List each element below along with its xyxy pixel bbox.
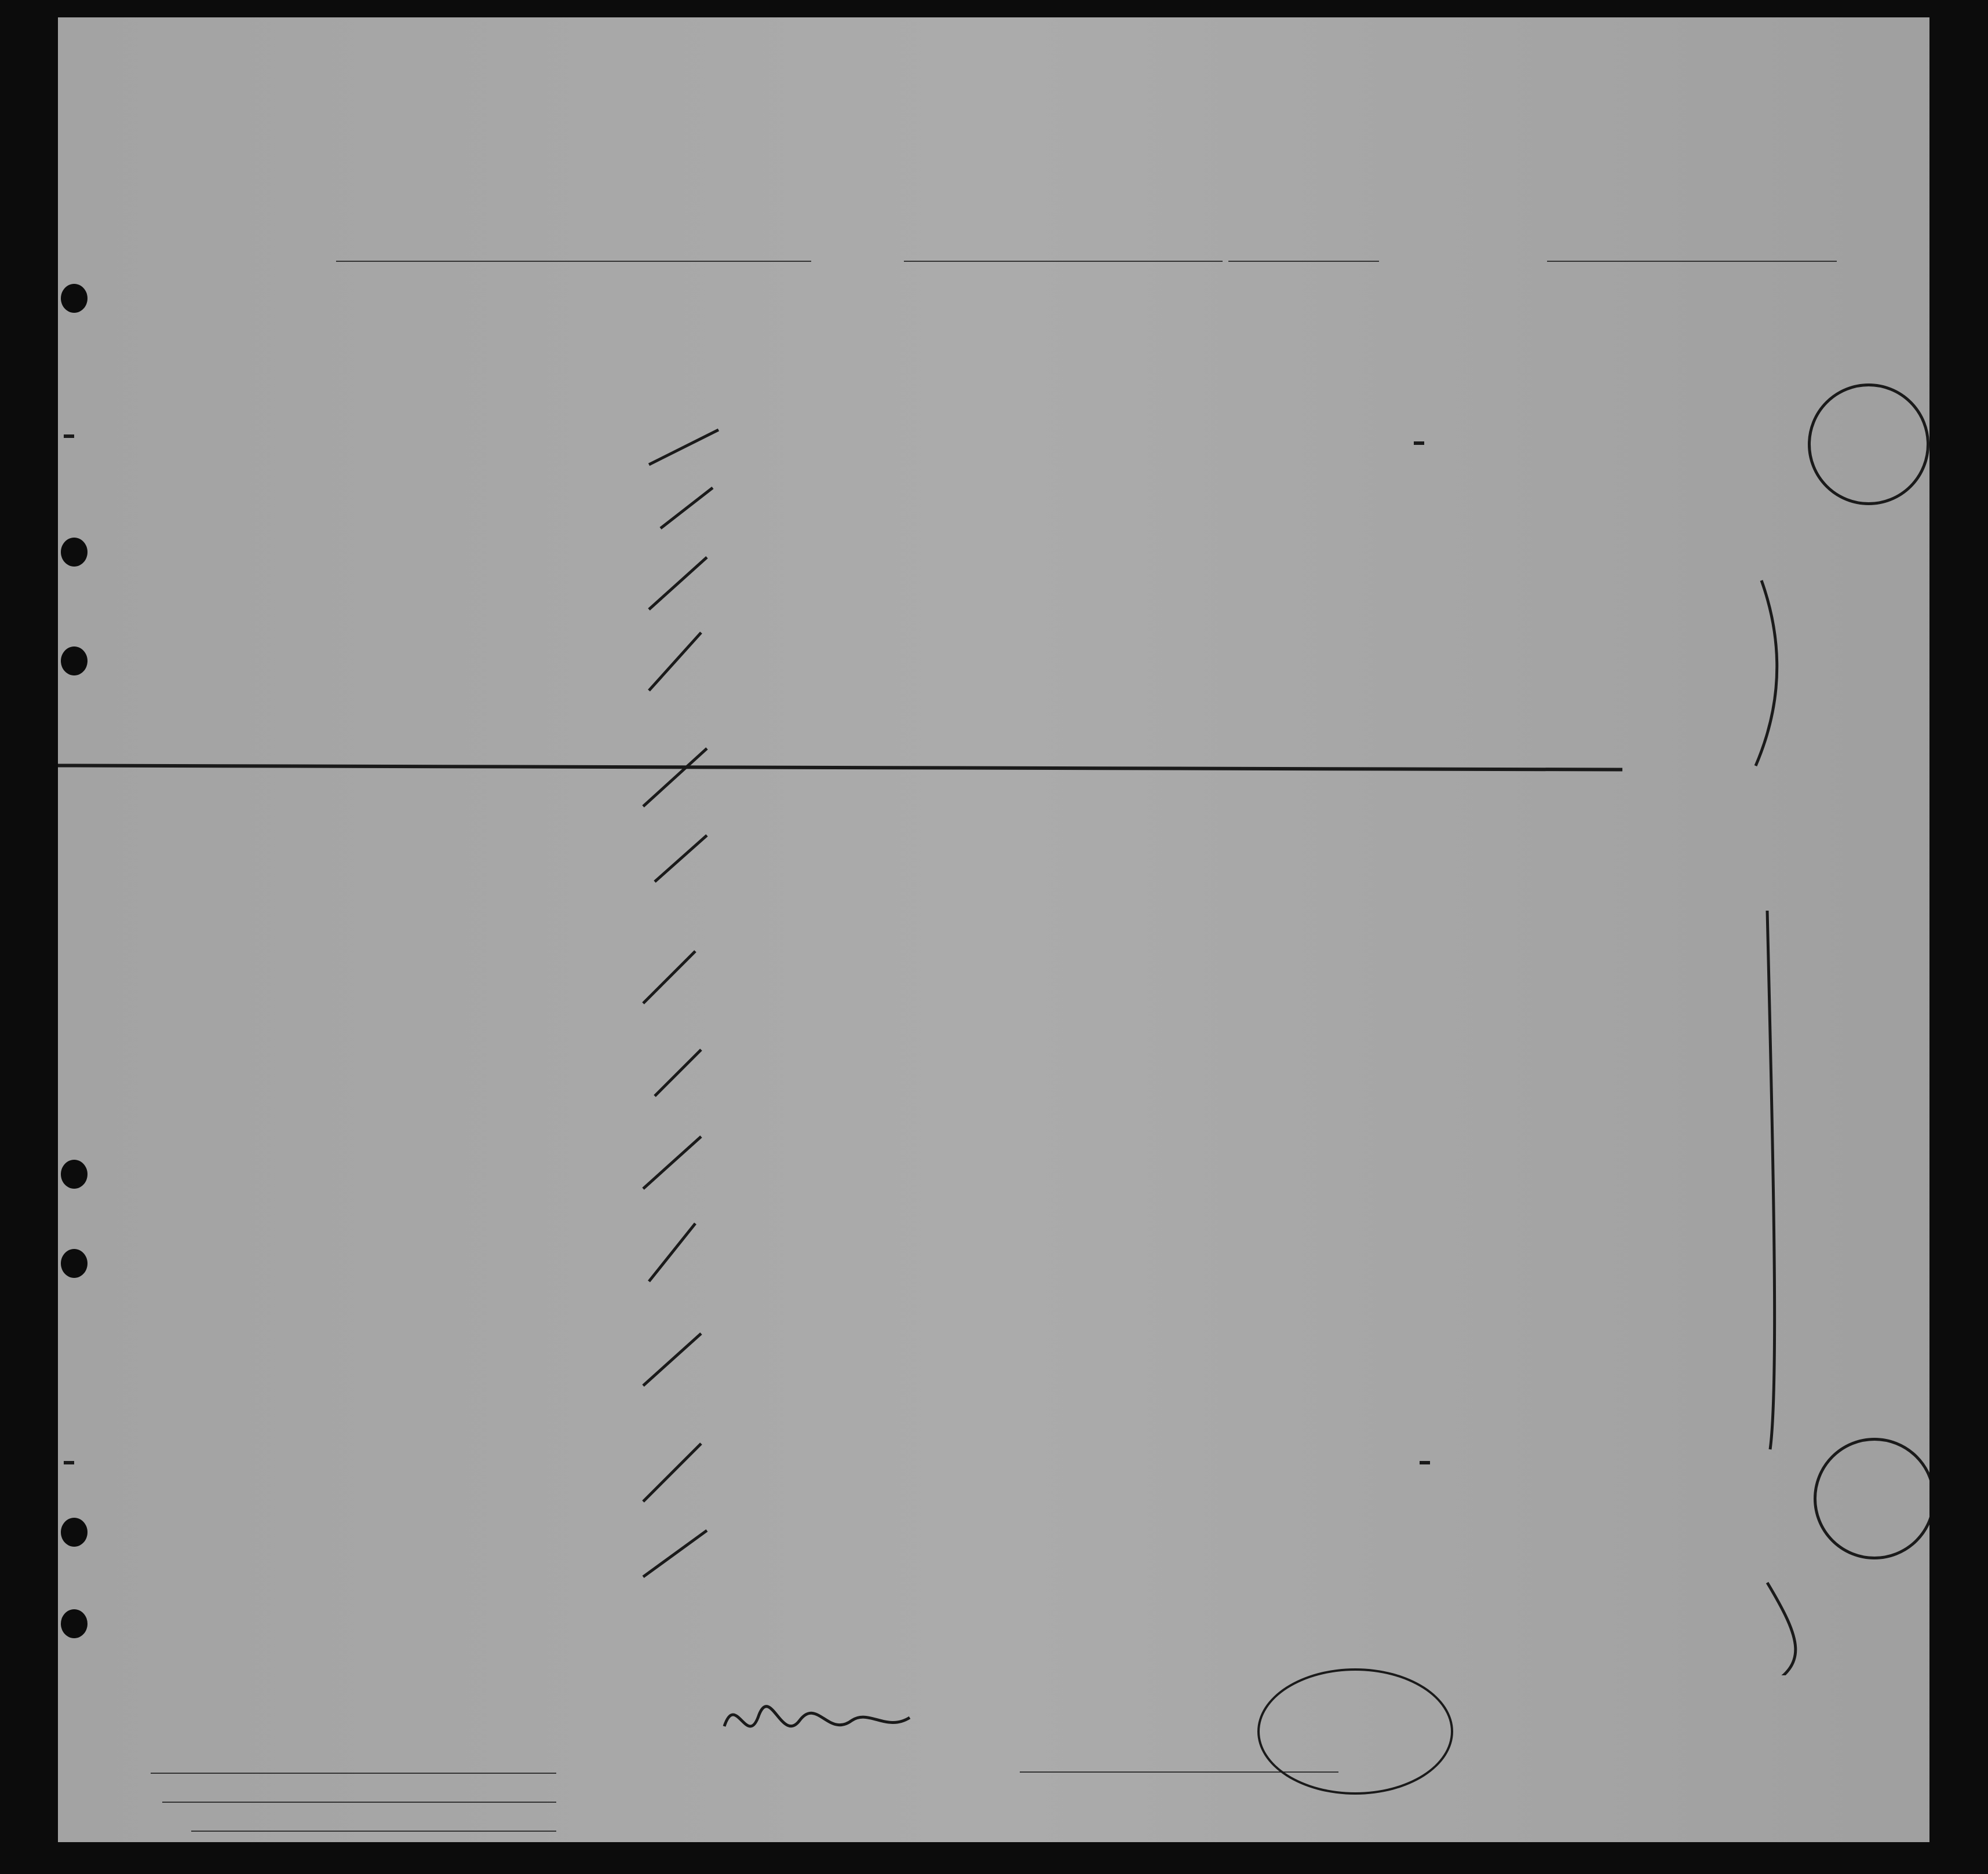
handwriting-overlay: [58, 285, 1929, 1675]
punch-hole-5: [61, 1249, 87, 1278]
punch-hole-7: [61, 1609, 87, 1638]
punch-hole-6: [61, 1518, 87, 1547]
punch-hole-3: [61, 646, 87, 675]
service-tick-marks: [643, 430, 718, 1577]
inspector-signature: [713, 1686, 944, 1755]
government-seal-stamp-1: [1808, 383, 1929, 505]
crew-manifest-table: [58, 285, 1929, 1675]
punch-hole-1: [61, 284, 87, 313]
mm-office-date-stamp: [1257, 1668, 1453, 1795]
government-seal-stamp-2: [1814, 1438, 1929, 1559]
punch-hole-2: [61, 538, 87, 567]
punch-hole-4: [61, 1160, 87, 1189]
manifest-sheet: [58, 17, 1929, 1842]
vessel-line: [151, 242, 1831, 263]
remarks-bracket-2: [1767, 911, 1775, 1449]
remarks-bracket-3: [1767, 1583, 1796, 1675]
remarks-bracket-1: [1756, 580, 1777, 766]
